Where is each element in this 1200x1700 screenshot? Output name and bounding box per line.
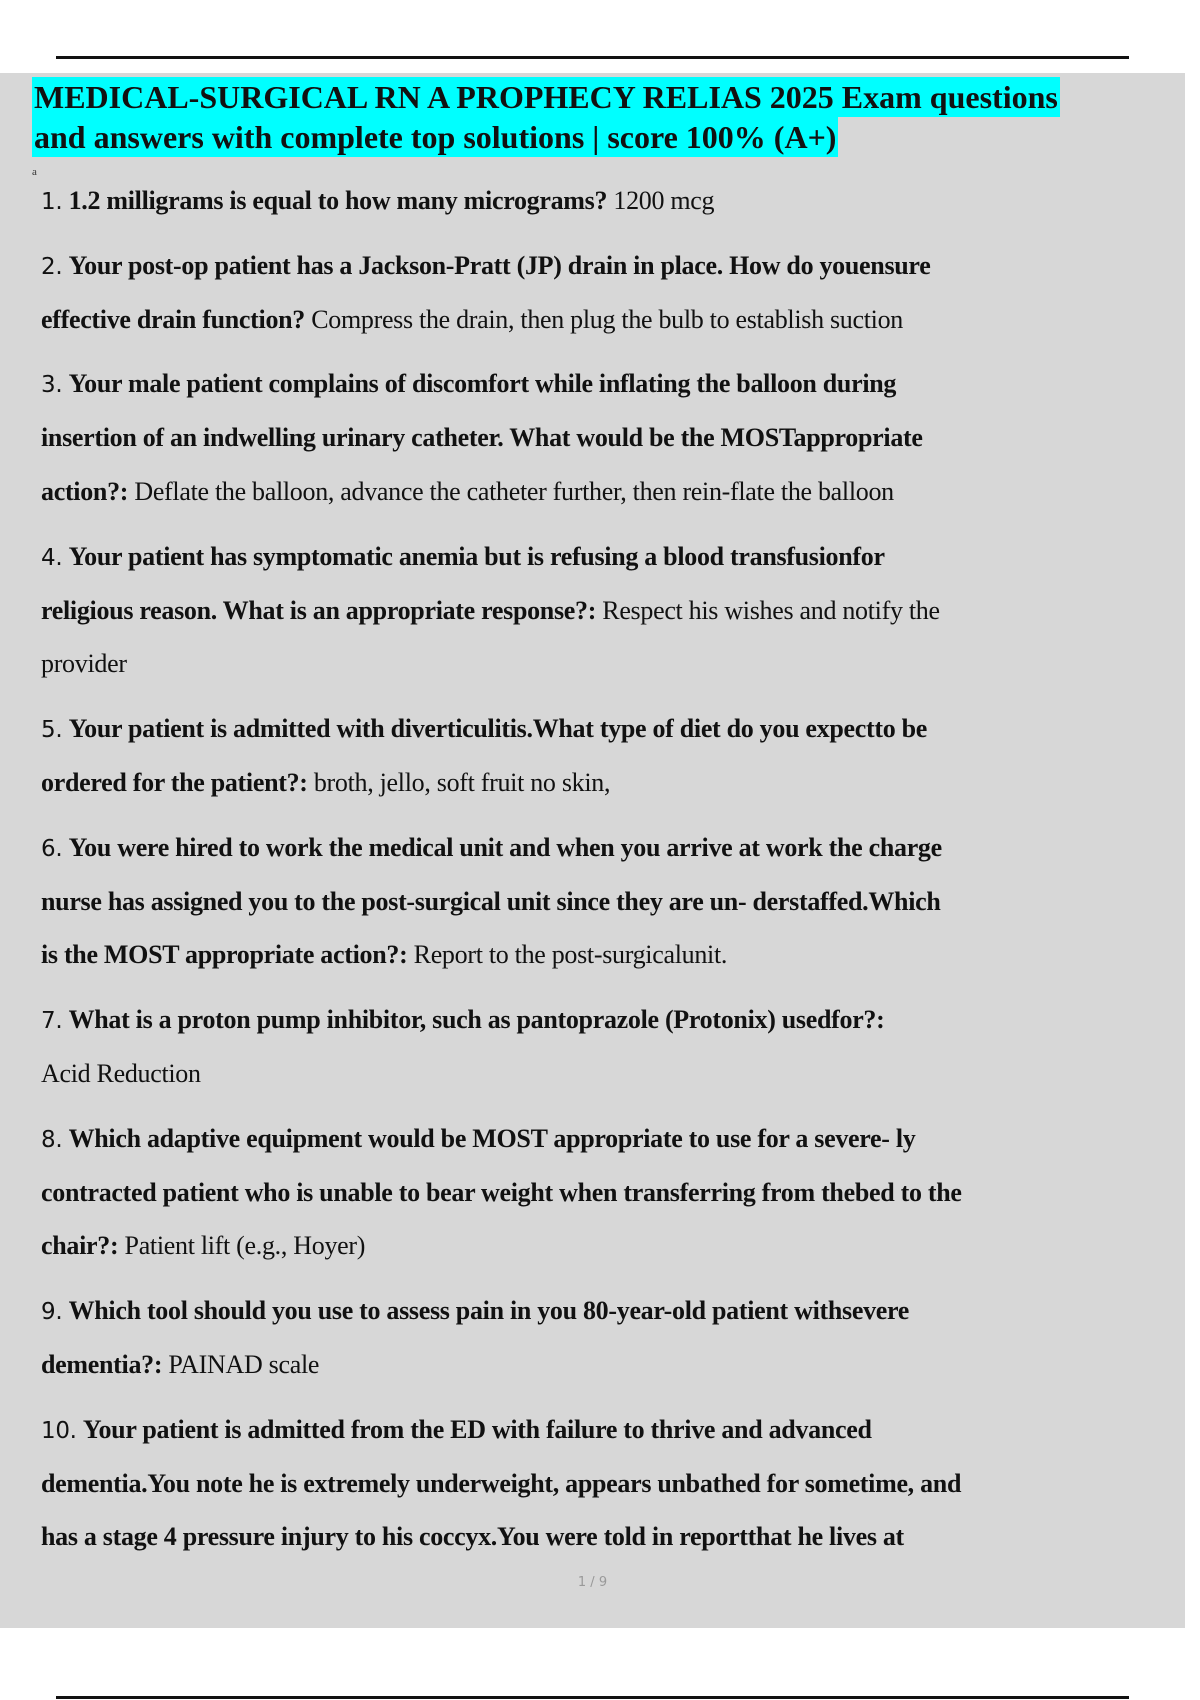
question-text: contracted patient who is unable to bear weight when transferring from thebed to the	[41, 1177, 962, 1207]
answer-text: 1200 mcg	[607, 186, 715, 215]
question-text: Your patient is admitted from the ED with failure to thrive and advanced	[82, 1414, 872, 1444]
question-text: Which tool should you use to assess pain in you 80-year-old patient withsevere	[68, 1296, 910, 1326]
question-text: dementia?:	[41, 1349, 163, 1379]
question-number: 8.	[41, 1126, 63, 1153]
question-item	[41, 1403, 1151, 1564]
question-text: has a stage 4 pressure injury to his coccyx.You were told in reportthat he lives at	[41, 1522, 904, 1552]
question-text: You were hired to work the medical unit and when you arrive at work the charge	[68, 832, 942, 862]
question-number: 4.	[41, 544, 63, 571]
title-line: and answers with complete top solutions | score 100% (A+)	[34, 119, 837, 155]
text-line	[41, 1166, 1151, 1220]
document-page	[0, 73, 1185, 1628]
text-line	[41, 584, 1151, 638]
text-line	[41, 821, 1151, 875]
text-line	[41, 1457, 1151, 1511]
text-line	[41, 530, 1151, 584]
question-item	[41, 239, 1151, 347]
question-text: nurse has assigned you to the post-surgical unit since they are un- derstaffed.Which	[41, 886, 941, 916]
question-item	[41, 993, 1151, 1101]
question-text: effective drain function?	[41, 304, 306, 334]
text-line	[41, 928, 1151, 982]
text-line	[41, 411, 1151, 465]
question-item	[41, 1284, 1151, 1392]
question-text: Your patient has symptomatic anemia but is refusing a blood transfusionfor	[68, 541, 885, 571]
question-number: 9.	[41, 1299, 63, 1326]
question-item	[41, 821, 1151, 982]
answer-text: broth, jello, soft fruit no skin,	[307, 767, 611, 797]
question-number: 2.	[41, 253, 63, 280]
question-text: What is a proton pump inhibitor, such as pantoprazole (Protonix) usedfor?:	[68, 1005, 885, 1035]
text-line	[41, 1047, 1151, 1101]
answer-text: provider	[41, 649, 127, 679]
text-line	[41, 1510, 1151, 1564]
question-number: 5.	[41, 717, 63, 744]
question-number: 10.	[41, 1417, 77, 1444]
text-line	[41, 875, 1151, 929]
answer-text: Report to the post-surgicalunit.	[407, 940, 728, 970]
question-text: Which adaptive equipment would be MOST appropriate to use for a severe- ly	[68, 1123, 916, 1153]
question-text: insertion of an indwelling urinary catheter. What would be the MOSTappropriate	[41, 423, 923, 453]
question-text: Your patient is admitted with diverticulitis.What type of diet do you expectto be	[68, 714, 928, 744]
answer-text: Acid Reduction	[41, 1058, 201, 1088]
answer-text: Patient lift (e.g., Hoyer)	[118, 1231, 366, 1261]
question-text: action?:	[41, 476, 129, 506]
question-item	[41, 702, 1151, 810]
question-list	[41, 174, 1151, 1575]
bottom-rule	[56, 1696, 1129, 1699]
answer-text: Respect his wishes and notify the	[596, 595, 940, 625]
text-line	[41, 465, 1151, 519]
top-rule	[56, 56, 1129, 59]
question-text: religious reason. What is an appropriate response?:	[41, 595, 597, 625]
question-text: dementia.You note he is extremely underweight, appears unbathed for sometime, and	[41, 1468, 962, 1498]
answer-text: Compress the drain, then plug the bulb to establish suction	[305, 304, 903, 334]
question-item	[41, 530, 1151, 691]
document-title	[32, 77, 1060, 157]
question-text: chair?:	[41, 1231, 119, 1261]
text-line	[41, 357, 1151, 411]
page-number: 1 / 9	[577, 1575, 608, 1590]
text-line	[41, 993, 1151, 1047]
question-number: 3.	[41, 372, 63, 399]
text-line	[41, 1403, 1151, 1457]
answer-text: Deflate the balloon, advance the catheter further, then rein-flate the balloon	[128, 476, 894, 506]
question-text: 1.2 milligrams is equal to how many micrograms?	[68, 186, 608, 215]
text-line	[41, 1219, 1151, 1273]
question-number: 1.	[41, 189, 63, 215]
text-line	[41, 1284, 1151, 1338]
text-line	[41, 1112, 1151, 1166]
text-line	[41, 1338, 1151, 1392]
text-line	[41, 239, 1151, 293]
text-line	[41, 174, 1151, 228]
question-text: Your male patient complains of discomfort while inflating the balloon during	[68, 369, 897, 399]
small-mark: a	[32, 166, 37, 178]
question-text: Your post-op patient has a Jackson-Pratt (JP) drain in place. How do youensure	[68, 250, 931, 280]
text-line	[41, 702, 1151, 756]
question-number: 7.	[41, 1008, 63, 1035]
text-line	[41, 756, 1151, 810]
question-item	[41, 174, 1151, 228]
answer-text: PAINAD scale	[162, 1349, 320, 1379]
question-item	[41, 357, 1151, 518]
title-line: MEDICAL-SURGICAL RN A PROPHECY RELIAS 2025 Exam questions	[34, 79, 1058, 115]
text-line	[41, 293, 1151, 347]
question-text: ordered for the patient?:	[41, 767, 308, 797]
question-text: is the MOST appropriate action?:	[41, 940, 408, 970]
text-line	[41, 637, 1151, 691]
question-number: 6.	[41, 835, 63, 862]
question-item	[41, 1112, 1151, 1273]
